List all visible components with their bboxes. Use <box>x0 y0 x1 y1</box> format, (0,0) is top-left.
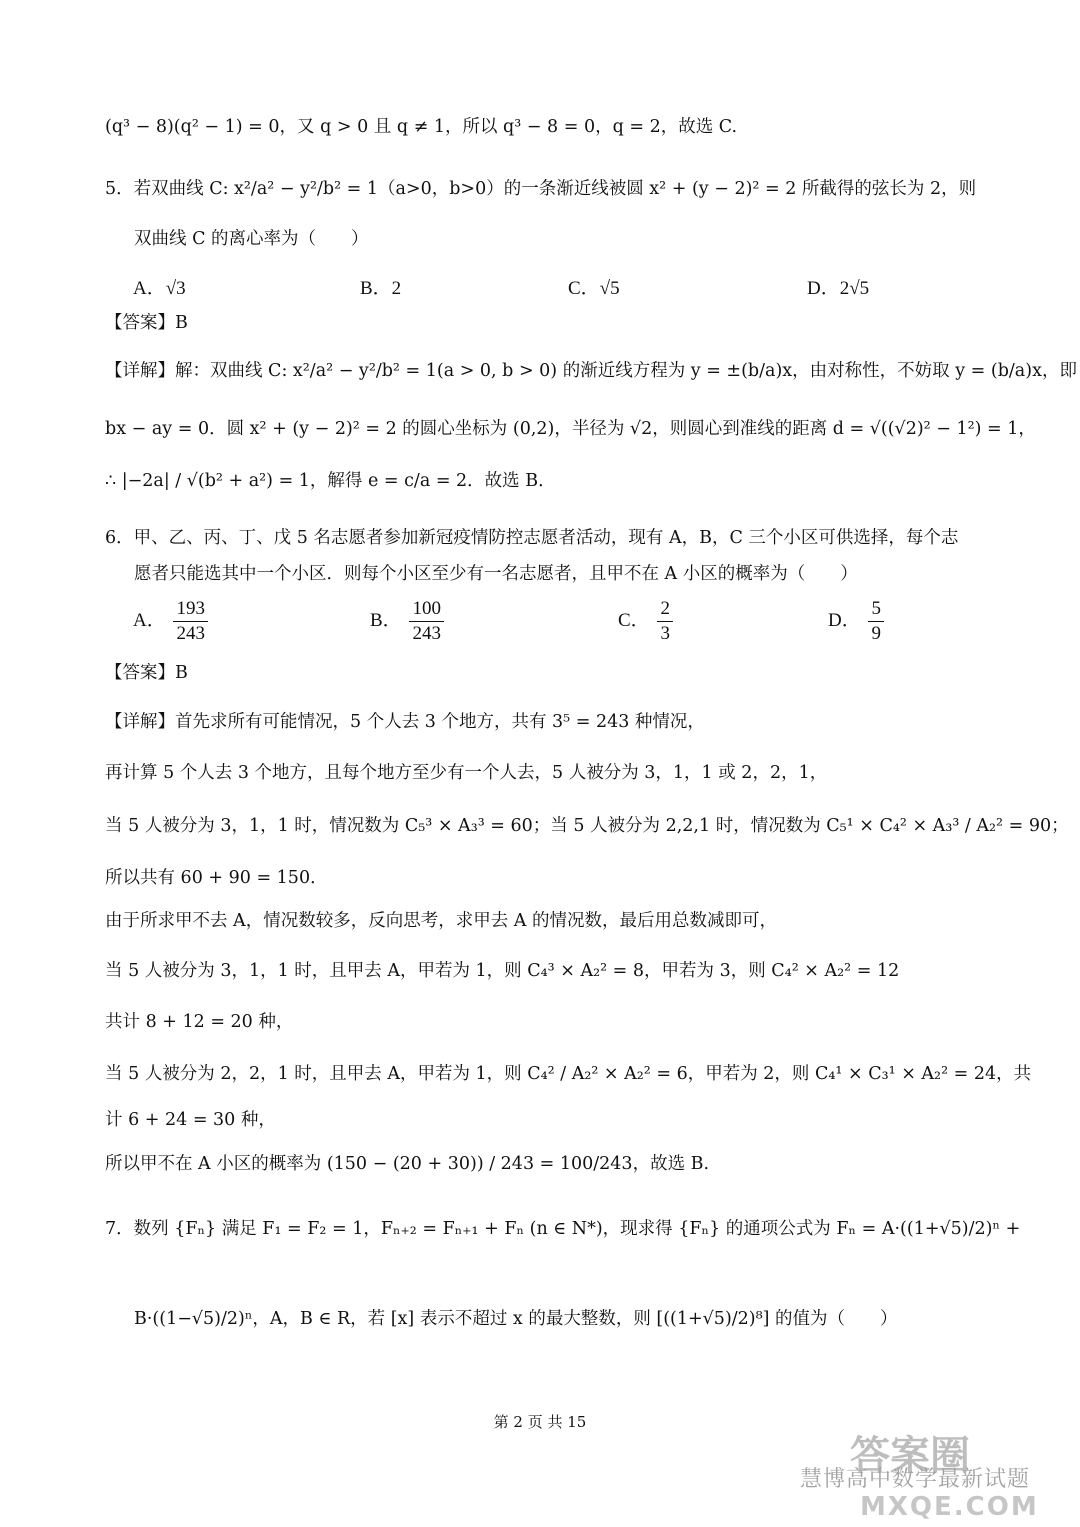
q6-detail-8: 当 5 人被分为 2，2，1 时，且甲去 A，甲若为 1，则 C₄² / A₂² × A₂² = 6，甲若为 2，则 C₄¹ × C₃¹ × A₂² = 24，共 <box>105 1064 1032 1084</box>
watermark <box>740 1430 1040 1520</box>
q5-detail-2: bx − ay = 0．圆 x² + (y − 2)² = 2 的圆心坐标为 (0,2)，半径为 √2，则圆心到准线的距离 d = √((√2)² − 1²) = 1， <box>105 419 1036 439</box>
q6-option-c-fraction: $\frac{2}{3}$ <box>657 598 673 645</box>
question-7-stem-2: B·((1−√5)/2)ⁿ，A，B ∈ R，若 [x] 表示不超过 x 的最大整数，则 [((1+√5)/2)⁸] 的值为（ ） <box>134 1309 898 1329</box>
q5-option-d: D．2√5 <box>807 278 870 299</box>
q6-detail-6: 当 5 人被分为 3，1，1 时，且甲去 A，甲若为 1，则 C₄³ × A₂² = 8，甲若为 3，则 C₄² × A₂² = 12 <box>105 961 900 981</box>
q6-option-b <box>370 598 447 645</box>
question-5-stem-1: 5．若双曲线 C: x²/a² − y²/b² = 1（a>0，b>0）的一条渐近线被圆 x² + (y − 2)² = 2 所截得的弦长为 2，则 <box>105 179 977 199</box>
line-q4-tail: (q³ − 8)(q² − 1) = 0，又 q > 0 且 q ≠ 1，所以 q³ − 8 = 0，q = 2，故选 C. <box>105 117 738 137</box>
q6-option-a-label: A． <box>133 609 166 631</box>
question-6-stem-1: 6．甲、乙、丙、丁、戊 5 名志愿者参加新冠疫情防控志愿者活动，现有 A，B，C 三个小区可供选择，每个志 <box>105 528 959 548</box>
q6-detail-4: 所以共有 60 + 90 = 150． <box>105 868 328 888</box>
question-5-stem-2: 双曲线 C 的离心率为（ ） <box>134 229 369 249</box>
q6-option-c <box>618 598 676 645</box>
q6-detail-3: 当 5 人被分为 3，1，1 时，情况数为 C₅³ × A₃³ = 60；当 5 人被分为 2,2,1 时，情况数为 C₅¹ × C₄² × A₃³ / A₂² = 90； <box>105 816 1069 836</box>
q6-option-a <box>133 598 211 645</box>
q5-option-b: B．2 <box>360 278 402 299</box>
question-7-stem-1: 7．数列 {Fₙ} 满足 F₁ = F₂ = 1，Fₙ₊₂ = Fₙ₊₁ + Fₙ (n ∈ N*)，现求得 {Fₙ} 的通项公式为 Fₙ = A·((1+√5)/2)ⁿ + <box>105 1219 1021 1239</box>
watermark-text: 慧博高中数学最新试题 <box>800 1467 1031 1492</box>
q5-detail-3: ∴ |−2a| / √(b² + a²) = 1，解得 e = c/a = 2．故选 B． <box>105 471 556 491</box>
q6-answer: 【答案】B <box>105 663 188 683</box>
q6-detail-1: 【详解】首先求所有可能情况，5 个人去 3 个地方，共有 3⁵ = 243 种情况， <box>105 712 705 732</box>
page-footer: 第 2 页 共 15 <box>493 1413 587 1431</box>
q6-option-a-fraction: $\frac{193}{243}$ <box>173 598 208 645</box>
q6-option-d-fraction: $\frac{5}{9}$ <box>868 598 884 645</box>
q6-detail-7: 共计 8 + 12 = 20 种， <box>105 1012 294 1032</box>
q6-option-c-label: C． <box>618 609 650 631</box>
watermark-big-text: 答案圈 <box>850 1433 970 1479</box>
q6-option-d <box>828 598 887 645</box>
q6-detail-5: 由于所求甲不去 A，情况数较多，反向思考，求甲去 A 的情况数，最后用总数减即可， <box>105 911 777 931</box>
q6-detail-2: 再计算 5 个人去 3 个地方，且每个地方至少有一个人去，5 人被分为 3，1，1 或 2，2，1， <box>105 763 828 783</box>
q5-detail-1: 【详解】解：双曲线 C: x²/a² − y²/b² = 1(a > 0, b > 0) 的渐近线方程为 y = ±(b/a)x，由对称性，不妨取 y = (b/a)x，即 <box>105 361 1077 381</box>
q6-option-d-label: D． <box>828 609 861 631</box>
q6-detail-10: 所以甲不在 A 小区的概率为 (150 − (20 + 30)) / 243 = 100/243，故选 B. <box>105 1154 710 1174</box>
q6-detail-9: 计 6 + 24 = 30 种， <box>105 1110 276 1130</box>
q5-option-a: A．√3 <box>133 278 186 299</box>
q5-option-c: C．√5 <box>568 278 620 299</box>
question-6-stem-2: 愿者只能选其中一个小区．则每个小区至少有一名志愿者，且甲不在 A 小区的概率为（ ） <box>134 564 858 584</box>
q6-option-b-fraction: $\frac{100}{243}$ <box>409 598 444 645</box>
watermark-url: MXQE.COM <box>860 1492 1039 1522</box>
q5-answer: 【答案】B <box>105 313 188 333</box>
q6-option-b-label: B． <box>370 609 402 631</box>
